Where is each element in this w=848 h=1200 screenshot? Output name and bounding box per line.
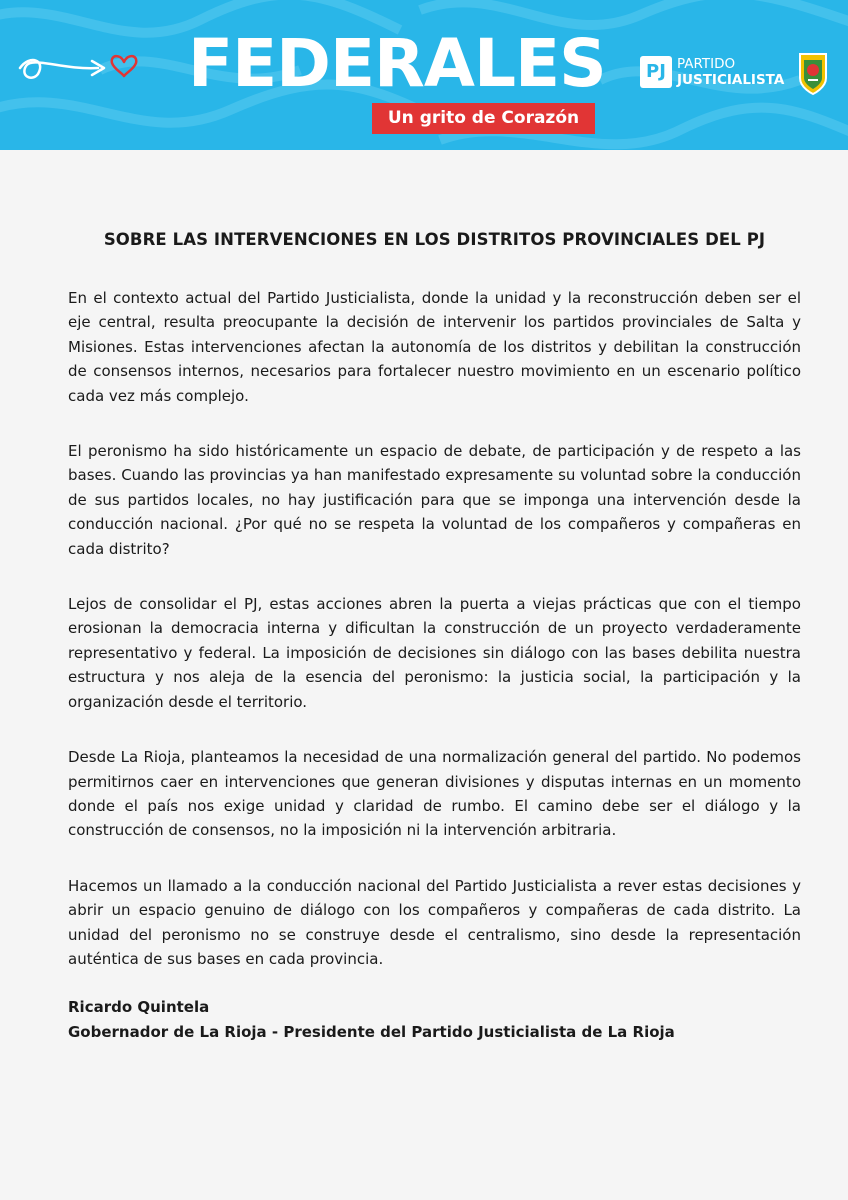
- party-name: [677, 56, 784, 88]
- paragraph: El peronismo ha sido históricamente un espacio de debate, de participación y de respeto a las bases. Cuando las provincias ya han manifestado expresamente su voluntad sobre la conducción de sus partidos locales, no hay justificación para que se imponga una intervención desde la conducción nacional. ¿Por qué no se respeta la voluntad de los compañeros y compañeras en cada distrito?: [68, 442, 801, 558]
- heart-arrow-doodle-icon: [12, 46, 142, 96]
- party-name-line1: PARTIDO: [677, 56, 736, 72]
- signatory-name: Ricardo Quintela: [68, 998, 210, 1017]
- paragraph: En el contexto actual del Partido Justicialista, donde la unidad y la reconstrucción deben ser el eje central, resulta preocupante la decisión de intervenir los partidos provinciales de Salta y Misiones. Estas intervenciones afectan la autonomía de los distritos y debilitan la construcción de consensos internos, necesarios para fortalecer nuestro movimiento en un escenario político cada vez más complejo.: [68, 289, 801, 405]
- paragraph: Hacemos un llamado a la conducción nacional del Partido Justicialista a rever estas decisiones y abrir un espacio genuino de diálogo con los compañeros y compañeras de cada distrito. La unidad del peronismo no se construye desde el centralismo, sino desde la representación auténtica de sus bases en cada provincia.: [68, 876, 801, 968]
- statement-document: [68, 228, 801, 1044]
- paragraph: Desde La Rioja, planteamos la necesidad de una normalización general del partido. No podemos permitirnos caer en intervenciones que generan divisiones y disputas internas en un momento donde el país nos exige unidad y claridad de rumbo. El camino debe ser el diálogo y la construcción de consensos, no la imposición ni la intervención arbitraria.: [68, 748, 801, 840]
- document-title: SOBRE LAS INTERVENCIONES EN LOS DISTRITOS PROVINCIALES DEL PJ: [103, 230, 766, 249]
- slogan-banner: Un grito de Corazón: [372, 103, 595, 134]
- signatory-role: Gobernador de La Rioja - Presidente del Partido Justicialista de La Rioja: [68, 1022, 675, 1041]
- header-banner: [0, 0, 848, 150]
- signature-block: [68, 995, 801, 1044]
- paragraph: Lejos de consolidar el PJ, estas acciones abren la puerta a viejas prácticas que con el tiempo erosionan la democracia interna y dificultan la construcción de un proyecto verdaderamente representativo y federal. La imposición de decisiones sin diálogo con las bases debilita nuestra estructura y nos aleja de la esencia del peronismo: la justicia social, la participación y la organización desde el territorio.: [68, 595, 801, 711]
- party-name-line2: JUSTICIALISTA: [677, 72, 785, 88]
- la-rioja-crest-icon: [796, 48, 830, 96]
- brand-title: FEDERALES: [188, 25, 606, 102]
- pj-logo-icon: PJ: [640, 56, 672, 88]
